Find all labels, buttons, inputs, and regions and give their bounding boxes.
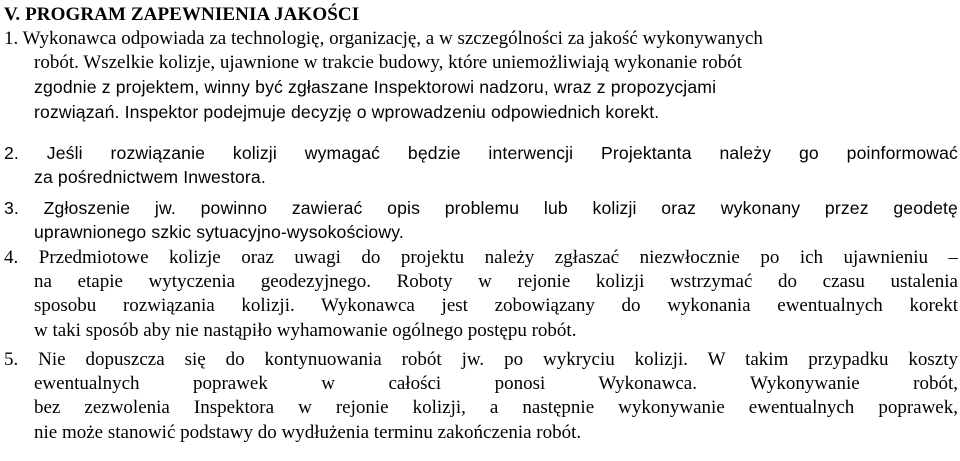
paragraph-line: za pośrednictwem Inwestora. [34,167,266,188]
section-heading: V. PROGRAM ZAPEWNIENIA JAKOŚCI [4,4,360,25]
paragraph-line: na etapie wytyczenia geodezyjnego. Roboty w rejonie kolizji wstrzymać do czasu ustalenia [34,271,958,293]
paragraph-item-2 [4,141,958,189]
paragraph-item-4 [4,246,958,343]
paragraph-line: ewentualnych poprawek w całości ponosi Wykonawca. Wykonywanie robót, [34,373,958,395]
paragraph-line: rozwiązań. Inspektor podejmuje decyzję o wprowadzeniu odpowiednich korekt. [34,101,660,122]
paragraph-line: 1. Wykonawca odpowiada za technologię, organizację, a w szczególności za jakość wykonywanych [4,28,763,49]
paragraph-line: w taki sposób aby nie nastąpiło wyhamowanie ogólnego postępu robót. [34,319,577,341]
paragraph-line: sposobu rozwiązania kolizji. Wykonawca jest zobowiązany do wykonania ewentualnych korekt [34,295,958,317]
paragraph-line: 5. Nie dopuszcza się do kontynuowania robót jw. po wykryciu kolizji. W takim przypadku koszty [4,349,958,370]
paragraph-item-5 [4,348,958,445]
paragraph-item-3 [4,196,958,244]
paragraph-line: nie może stanowić podstawy do wydłużenia terminu zakończenia robót. [34,421,582,443]
paragraph-line: 2. Jeśli rozwiązanie kolizji wymagać będzie interwencji Projektanta należy go poinformować [4,143,958,163]
paragraph-line: zgodnie z projektem, winny być zgłaszane Inspektorowi nadzoru, wraz z propozycjami [34,77,717,98]
paragraph-line: robót. Wszelkie kolizje, ujawnione w trakcie budowy, które uniemożliwiają wykonanie robót [34,52,743,74]
paragraph-line: 3. Zgłoszenie jw. powinno zawierać opis problemu lub kolizji oraz wykonany przez geodetę [4,198,958,218]
paragraph-item-1 [4,27,958,124]
paragraph-line: bez zezwolenia Inspektora w rejonie kolizji, a następnie wykonywanie ewentualnych poprawek, [34,397,958,419]
paragraph-line: 4. Przedmiotowe kolizje oraz uwagi do projektu należy zgłaszać niezwłocznie po ich ujawnieniu – [4,247,958,268]
paragraph-line: uprawnionego szkic sytuacyjno-wysokościowy. [34,222,404,243]
